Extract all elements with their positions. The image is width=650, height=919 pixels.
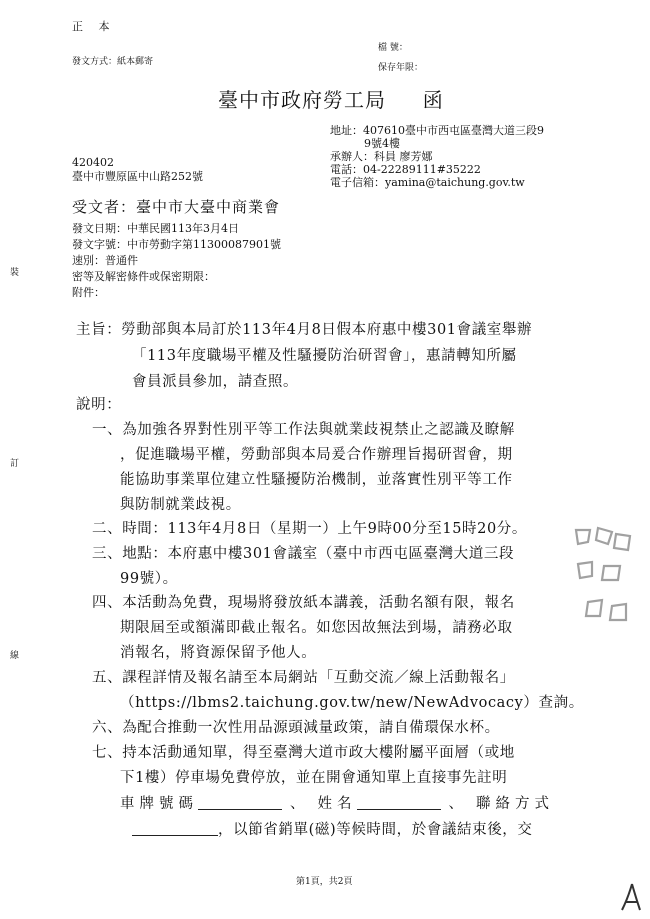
- subject-line-2: 「113年度職場平權及性騷擾防治研習會」，惠請轉知所屬: [132, 348, 517, 364]
- item-1-line-3: 能協助事業單位建立性騷擾防治機制，並落實性別平等工作: [120, 472, 513, 488]
- item-4-line-2: 期限屆至或額滿即截止報名。如您因故無法到場，請務必取: [120, 620, 513, 636]
- seal-mark-icon: [618, 880, 644, 916]
- item-7-line-4: [132, 818, 533, 839]
- item-3-line-1: 三、地點：本府惠中樓301會議室（臺中市西屯區臺灣大道三段: [92, 546, 515, 562]
- plate-blank: [198, 795, 282, 810]
- file-no-label: 檔 號：: [378, 43, 408, 53]
- subject-line-1: 主旨：勞動部與本局訂於113年4月8日假本府惠中樓301會議室舉辦: [76, 322, 533, 338]
- plate-label: 車牌號碼: [120, 796, 198, 812]
- sender-address-line2: 9號4樓: [364, 137, 400, 150]
- item-3-line-2: 99號）。: [120, 571, 178, 587]
- item-4-line-3: 消報名，將資源保留予他人。: [120, 645, 317, 661]
- binding-mark-staple: 訂: [10, 459, 20, 469]
- binding-mark-line: 線: [10, 651, 20, 661]
- item-1-line-4: 與防制就業歧視。: [120, 497, 241, 513]
- receiver: 受文者：臺中市大臺中商業會: [72, 198, 281, 216]
- sender-contact: 承辦人：科員 廖芳娜: [330, 150, 433, 163]
- retention-label: 保存年限：: [378, 63, 424, 73]
- dispatch-method: 發文方式：紙本郵寄: [72, 57, 154, 67]
- item-5-line-1: 五、課程詳情及報名請至本局網站「互動交流／線上活動報名」: [92, 670, 515, 686]
- page-number: 第1頁，共2頁: [296, 877, 353, 887]
- separator-2: 、: [448, 796, 468, 812]
- document-title: [218, 84, 444, 113]
- sender-email: 電子信箱：yamina@taichung.gov.tw: [330, 176, 525, 189]
- copy-mark: 正 本: [72, 20, 116, 33]
- name-label: 姓名: [317, 796, 357, 812]
- doc-type: 函: [422, 88, 444, 112]
- contact-blank: [132, 821, 218, 836]
- sender-address-line1: 地址：407610臺中市西屯區臺灣大道三段9: [330, 124, 544, 137]
- subject-line-3: 會員派員參加，請查照。: [132, 374, 299, 390]
- doc-attachment: 附件：: [72, 286, 105, 299]
- recipient-postal-code: 420402: [72, 156, 114, 169]
- item-7-tail: ，以節省銷單(磁)等候時間，於會議結束後，交: [218, 822, 533, 838]
- separator-1: 、: [290, 796, 310, 812]
- item-4-line-1: 四、本活動為免費，現場將發放紙本講義，活動名額有限，報名: [92, 595, 515, 611]
- item-7-line-3: [120, 792, 554, 813]
- item-1-line-2: ，促進職場平權，勞動部與本局爰合作辦理旨揭研習會，期: [120, 447, 513, 463]
- doc-secrecy: 密等及解密條件或保密期限：: [72, 270, 215, 283]
- agency-name: 臺中市政府勞工局: [218, 88, 386, 112]
- name-blank: [357, 795, 441, 810]
- doc-date: 發文日期：中華民國113年3月4日: [72, 222, 239, 235]
- explanation-label: 說明：: [76, 397, 122, 413]
- item-5-line-2: （https://lbms2.taichung.gov.tw/new/NewAdvocacy）查詢。: [120, 695, 584, 711]
- doc-speed: 速別：普通件: [72, 254, 138, 267]
- recipient-address: 臺中市豐原區中山路252號: [72, 170, 203, 183]
- item-6-line-1: 六、為配合推動一次性用品源頭減量政策，請自備環保水杯。: [92, 720, 500, 736]
- item-2-line-1: 二、時間：113年4月8日（星期一）上午9時00分至15時20分。: [92, 521, 528, 537]
- item-7-line-2: 下1樓）停車場免費停放，並在開會通知單上直接事先註明: [120, 770, 508, 786]
- sender-phone: 電話：04-22289111#35222: [330, 163, 481, 176]
- item-7-line-1: 七、持本活動通知單，得至臺灣大道市政大樓附屬平面層（或地: [92, 745, 515, 761]
- doc-number: 發文字號：中市勞動字第11300087901號: [72, 238, 281, 251]
- stamp-impression-icon: [568, 524, 638, 644]
- item-1-line-1: 一、為加強各界對性別平等工作法與就業歧視禁止之認識及瞭解: [92, 422, 515, 438]
- binding-mark-bind: 裝: [10, 268, 20, 278]
- contact-label: 聯絡方式: [476, 796, 554, 812]
